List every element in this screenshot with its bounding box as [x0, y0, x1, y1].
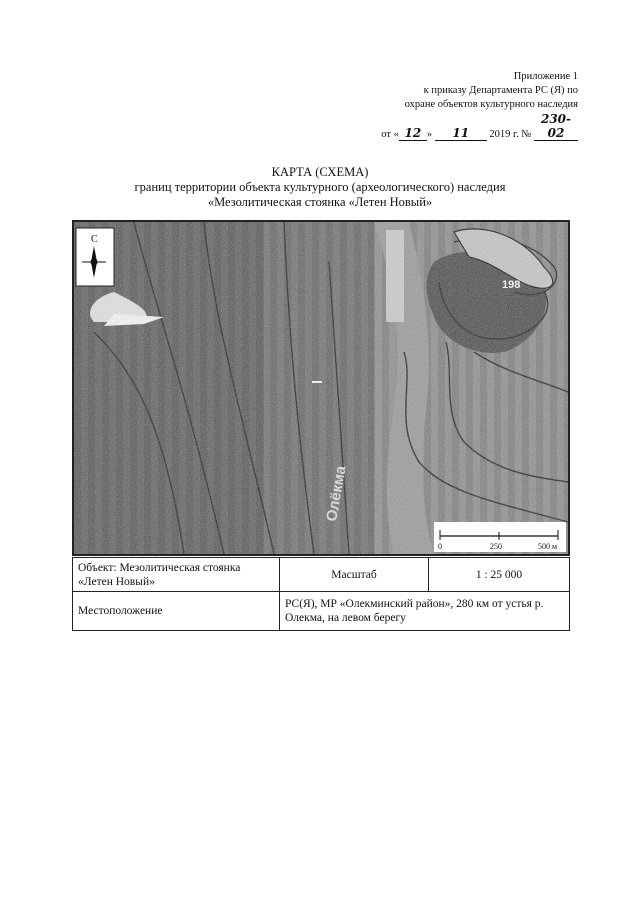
scale-value-cell: 1 : 25 000: [429, 558, 570, 592]
scale-tick-500: 500 м: [538, 542, 558, 551]
scale-tick-250: 250: [490, 542, 502, 551]
title-line-2: границ территории объекта культурного (археологического) наследия: [134, 180, 506, 194]
object-cell: Объект: Мезолитическая стоянка «Летен Новый»: [73, 558, 280, 592]
document-title: [0, 165, 640, 210]
map-texture: [74, 222, 568, 554]
north-arrow: [76, 228, 114, 286]
scale-bar: [434, 522, 566, 552]
map-image: [74, 222, 568, 554]
appendix-date-line: [318, 112, 578, 142]
location-label-cell: Местоположение: [73, 592, 280, 631]
date-month: 11: [435, 126, 487, 141]
date-day: 12: [399, 126, 427, 141]
date-prefix: от «: [381, 129, 399, 140]
date-year: 2019 г. №: [489, 129, 532, 140]
appendix-header: [318, 70, 578, 142]
info-row-object: [73, 558, 570, 592]
north-label: С: [91, 234, 98, 245]
title-line-3: «Мезолитическая стоянка «Летен Новый»: [207, 195, 433, 209]
appendix-line-3: охране объектов культурного наследия: [404, 99, 578, 110]
river-label: Олёкма: [323, 464, 350, 523]
scale-label-cell: Масштаб: [280, 558, 429, 592]
info-row-location: [73, 592, 570, 631]
map-scheme: [72, 220, 570, 556]
title-line-1: КАРТА (СХЕМА): [271, 165, 369, 179]
scale-tick-0: 0: [438, 542, 442, 551]
info-table: [72, 557, 570, 631]
appendix-line-2: к приказу Департамента РС (Я) по: [423, 85, 578, 96]
location-value-cell: РС(Я), МР «Олекминский район», 280 км от устья р. Олекма, на левом берегу: [280, 592, 570, 631]
elevation-label: 198: [502, 279, 521, 291]
appendix-line-1: Приложение 1: [513, 71, 578, 82]
order-number: 230-02: [534, 112, 578, 141]
date-mid: »: [426, 129, 433, 140]
